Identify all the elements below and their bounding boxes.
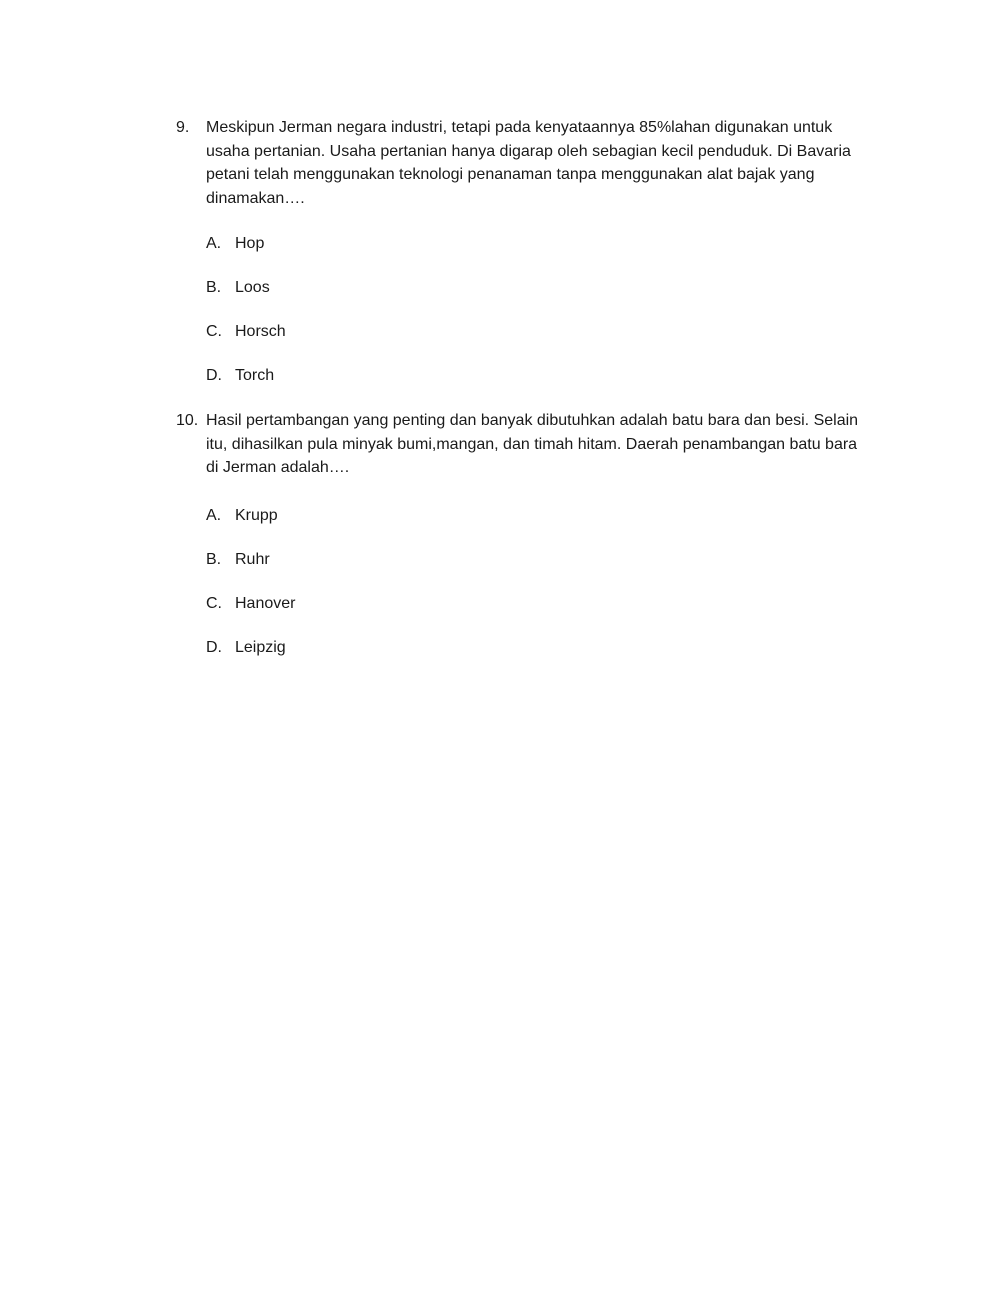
question-text-line: Meskipun Jerman negara industri, tetapi pada kenyataannya 85%lahan digunakan untuk (206, 119, 833, 136)
answer-options (206, 232, 886, 408)
option-text: Krupp (235, 506, 278, 524)
question-10 (176, 409, 886, 680)
option-text: Torch (235, 367, 275, 384)
option-text: Horsch (235, 323, 286, 340)
option-letter: D. (206, 367, 222, 384)
question-number: 9. (176, 119, 190, 136)
option-c[interactable] (206, 320, 886, 364)
option-letter: B. (206, 279, 222, 296)
option-letter: A. (206, 506, 222, 524)
question-text-line: di Jerman adalah…. (206, 459, 350, 476)
question-text-line: itu, dihasilkan pula minyak bumi,mangan, dan timah hitam. Daerah penambangan batu bara (206, 435, 858, 453)
option-d[interactable] (206, 636, 886, 680)
option-text: Hop (235, 235, 265, 252)
question-text-line: usaha pertanian. Usaha pertanian hanya digarap oleh sebagian kecil penduduk. Di Bavaria (206, 142, 851, 160)
option-d[interactable] (206, 364, 886, 408)
option-text: Loos (235, 279, 270, 296)
option-letter: C. (206, 594, 222, 612)
option-letter: C. (206, 323, 222, 340)
option-a[interactable] (206, 504, 886, 548)
question-text (206, 409, 886, 480)
question-text-line: petani telah menggunakan teknologi penanaman tanpa menggunakan alat bajak yang (206, 166, 815, 183)
question-9 (176, 116, 886, 408)
option-text: Ruhr (235, 550, 270, 568)
answer-options (206, 504, 886, 680)
question-text-line: dinamakan…. (206, 189, 305, 207)
question-text-line: Hasil pertambangan yang penting dan banyak dibutuhkan adalah batu bara dan besi. Selain (206, 412, 859, 429)
option-letter: A. (206, 235, 222, 252)
option-text: Leipzig (235, 638, 286, 656)
option-letter: D. (206, 638, 222, 656)
option-a[interactable] (206, 232, 886, 276)
option-letter: B. (206, 550, 222, 568)
option-b[interactable] (206, 276, 886, 320)
option-text: Hanover (235, 594, 296, 612)
question-text (206, 116, 886, 210)
question-number: 10. (176, 412, 199, 429)
option-b[interactable] (206, 548, 886, 592)
option-c[interactable] (206, 592, 886, 636)
